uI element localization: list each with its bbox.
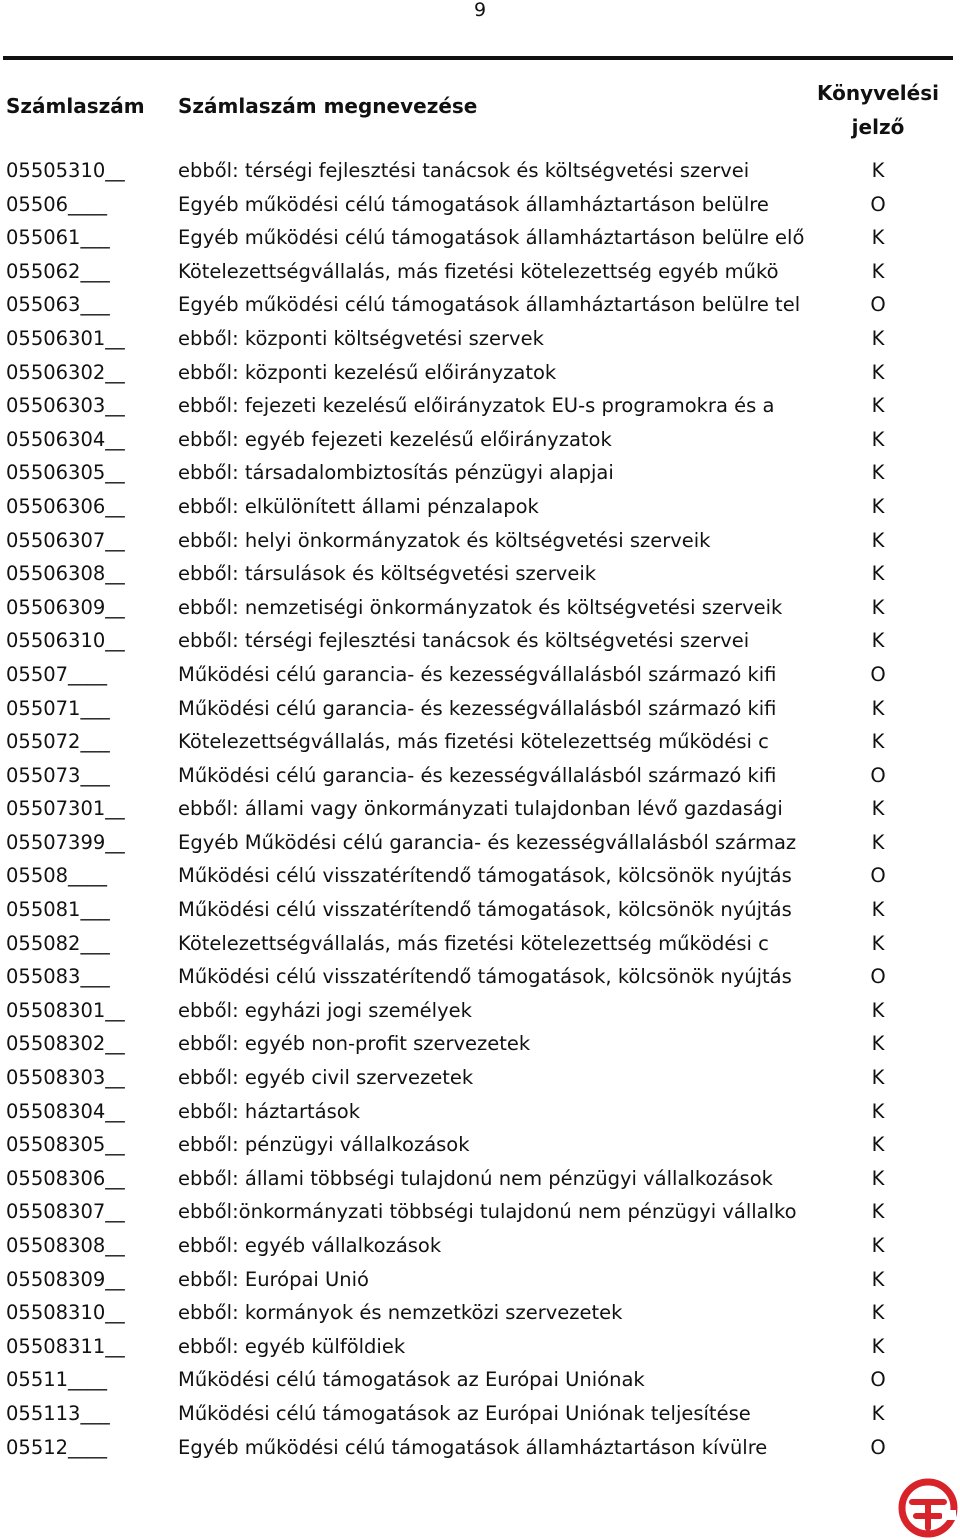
account-name: ebből: állami vagy önkormányzati tulajdonban lévő gazdasági: [178, 797, 783, 821]
account-name: ebből: egyéb non-profit szervezetek: [178, 1032, 531, 1056]
account-code: 05506____: [6, 192, 108, 216]
table-row: [0, 1027, 960, 1061]
posting-flag: K: [871, 562, 885, 586]
table-row: [0, 255, 960, 289]
account-name: ebből: egyéb civil szervezetek: [178, 1066, 474, 1090]
table-row: [0, 524, 960, 558]
account-code: 055063___: [6, 293, 110, 317]
posting-flag: K: [871, 730, 885, 754]
table-row: [0, 893, 960, 927]
header-rule: [3, 56, 953, 60]
account-code: 055083___: [6, 965, 110, 989]
table-row: [0, 1397, 960, 1431]
account-name: Egyéb működési célú támogatások államháztartáson belülre tel: [178, 293, 801, 317]
table-row: [0, 1095, 960, 1129]
account-name: ebből: társulások és költségvetési szerveik: [178, 562, 597, 586]
table-row: [0, 927, 960, 961]
table-row: [0, 1330, 960, 1364]
account-code: 05507399__: [6, 830, 125, 854]
account-name: ebből: egyéb vállalkozások: [178, 1234, 442, 1257]
account-code: 05508301__: [6, 998, 125, 1022]
table-row: [0, 389, 960, 423]
account-name: ebből: elkülönített állami pénzalapok: [178, 494, 539, 518]
account-code: 055072___: [6, 730, 110, 754]
account-name: ebből: központi költségvetési szervek: [178, 326, 544, 350]
table-row: [0, 221, 960, 255]
column-header-flag-line1: Könyvelési: [817, 81, 939, 105]
account-name: ebből: kormányok és nemzetközi szervezetek: [178, 1301, 623, 1325]
account-name: Egyéb működési célú támogatások államháztartáson belülre: [178, 192, 769, 216]
account-code: 05506303__: [6, 394, 125, 418]
table-row: [0, 1128, 960, 1162]
posting-flag: K: [871, 1032, 885, 1056]
table-header: [0, 74, 960, 144]
table-row: [0, 624, 960, 658]
posting-flag: K: [871, 931, 885, 955]
account-code: 05508309__: [6, 1267, 125, 1291]
account-code: 05512____: [6, 1435, 108, 1459]
table-row: [0, 859, 960, 893]
table-row: [0, 792, 960, 826]
account-name: Működési célú garancia- és kezességvállalásból származó kifi: [178, 662, 777, 686]
posting-flag: K: [871, 1334, 885, 1358]
account-code: 055073___: [6, 763, 110, 787]
account-name: Kötelezettségvállalás, más fizetési kötelezettség egyéb műkö: [178, 259, 779, 283]
account-code: 05508306__: [6, 1166, 125, 1190]
posting-flag: K: [871, 797, 885, 821]
posting-flag: O: [870, 1435, 886, 1459]
posting-flag: K: [871, 494, 885, 518]
account-name: Működési célú támogatások az Európai Uniónak: [178, 1368, 645, 1392]
table-row: [0, 490, 960, 524]
account-code: 05508310__: [6, 1301, 125, 1325]
account-code: 05508307__: [6, 1200, 125, 1224]
account-code: 05505310__: [6, 159, 125, 182]
posting-flag: O: [870, 1368, 886, 1392]
account-name: ebből: központi kezelésű előirányzatok: [178, 360, 557, 384]
account-name: Működési célú visszatérítendő támogatások, kölcsönök nyújtás: [178, 864, 792, 888]
account-name: ebből: helyi önkormányzatok és költségvetési szerveik: [178, 528, 711, 552]
table-row: [0, 1363, 960, 1397]
account-code: 05508304__: [6, 1099, 125, 1123]
account-code: 05506309__: [6, 595, 125, 619]
posting-flag: K: [871, 394, 885, 418]
posting-flag: O: [870, 192, 886, 216]
account-code: 05508305__: [6, 1133, 125, 1157]
account-code: 055071___: [6, 696, 110, 720]
account-name: Egyéb Működési célú garancia- és kezességvállalásból származ: [178, 830, 797, 854]
posting-flag: K: [871, 629, 885, 653]
account-code: 05506307__: [6, 528, 125, 552]
posting-flag: K: [871, 1133, 885, 1157]
account-code: 05506304__: [6, 427, 125, 451]
table-row: [0, 1229, 960, 1263]
posting-flag: K: [871, 360, 885, 384]
account-name: Egyéb működési célú támogatások államháztartáson kívülre: [178, 1435, 768, 1459]
brand-logo-icon: [898, 1478, 958, 1538]
table-row: [0, 1061, 960, 1095]
account-name: ebből: egyéb fejezeti kezelésű előirányzatok: [178, 427, 612, 451]
table-row: [0, 1162, 960, 1196]
posting-flag: K: [871, 998, 885, 1022]
column-header-flag-line2: jelző: [851, 115, 905, 139]
posting-flag: K: [871, 1166, 885, 1190]
table-row: [0, 591, 960, 625]
account-table-body: [0, 154, 960, 1464]
posting-flag: K: [871, 1200, 885, 1224]
account-code: 05506308__: [6, 562, 125, 586]
account-code: 055113___: [6, 1401, 110, 1425]
posting-flag: O: [870, 293, 886, 317]
table-row: [0, 658, 960, 692]
account-code: 05506301__: [6, 326, 125, 350]
table-row: [0, 557, 960, 591]
posting-flag: K: [871, 461, 885, 485]
account-code: 05508308__: [6, 1234, 125, 1257]
account-name: Kötelezettségvállalás, más fizetési kötelezettség működési c: [178, 730, 769, 754]
table-row: [0, 423, 960, 457]
account-code: 05506310__: [6, 629, 125, 653]
posting-flag: K: [871, 595, 885, 619]
table-row: [0, 1431, 960, 1465]
account-code: 055062___: [6, 259, 110, 283]
posting-flag: K: [871, 830, 885, 854]
table-row: [0, 1296, 960, 1330]
table-row: [0, 759, 960, 793]
table-row: [0, 1263, 960, 1297]
account-name: ebből: térségi fejlesztési tanácsok és költségvetési szervei: [178, 159, 750, 182]
posting-flag: K: [871, 226, 885, 250]
table-row: [0, 322, 960, 356]
account-code: 05508302__: [6, 1032, 125, 1056]
account-name: Működési célú garancia- és kezességvállalásból származó kifi: [178, 763, 777, 787]
posting-flag: O: [870, 864, 886, 888]
table-row: [0, 356, 960, 390]
account-code: 05507____: [6, 662, 108, 686]
column-header-flag: [808, 76, 948, 144]
account-code: 05508303__: [6, 1066, 125, 1090]
posting-flag: K: [871, 898, 885, 922]
table-row: [0, 1195, 960, 1229]
table-row: [0, 692, 960, 726]
account-code: 05506305__: [6, 461, 125, 485]
account-code: 05511____: [6, 1368, 108, 1392]
posting-flag: K: [871, 1066, 885, 1090]
account-name: ebből: társadalombiztosítás pénzügyi alapjai: [178, 461, 614, 485]
table-row: [0, 826, 960, 860]
table-row: [0, 994, 960, 1028]
account-code: 055061___: [6, 226, 110, 250]
account-name: ebből: pénzügyi vállalkozások: [178, 1133, 470, 1157]
column-header-name: Számlaszám megnevezése: [178, 94, 478, 118]
account-name: ebből: fejezeti kezelésű előirányzatok EU-s programokra és a: [178, 394, 775, 418]
account-name: ebből: egyházi jogi személyek: [178, 998, 472, 1022]
account-name: Működési célú visszatérítendő támogatások, kölcsönök nyújtás: [178, 898, 792, 922]
posting-flag: K: [871, 528, 885, 552]
account-name: Egyéb működési célú támogatások államháztartáson belülre elő: [178, 226, 805, 250]
table-row: [0, 725, 960, 759]
account-name: Kötelezettségvállalás, más fizetési kötelezettség működési c: [178, 931, 769, 955]
account-name: Működési célú támogatások az Európai Uniónak teljesítése: [178, 1401, 751, 1425]
table-row: [0, 154, 960, 188]
table-row: [0, 188, 960, 222]
posting-flag: K: [871, 1301, 885, 1325]
account-name: Működési célú garancia- és kezességvállalásból származó kifi: [178, 696, 777, 720]
posting-flag: K: [871, 326, 885, 350]
table-row: [0, 960, 960, 994]
table-row: [0, 456, 960, 490]
posting-flag: K: [871, 427, 885, 451]
table-row: [0, 288, 960, 322]
account-name: Működési célú visszatérítendő támogatások, kölcsönök nyújtás: [178, 965, 792, 989]
account-name: ebből: egyéb külföldiek: [178, 1334, 406, 1358]
posting-flag: O: [870, 662, 886, 686]
account-name: ebből: háztartások: [178, 1099, 361, 1123]
account-name: ebből: térségi fejlesztési tanácsok és költségvetési szervei: [178, 629, 750, 653]
page-number: 9: [473, 0, 487, 21]
account-name: ebből: nemzetiségi önkormányzatok és költségvetési szerveik: [178, 595, 783, 619]
posting-flag: K: [871, 1401, 885, 1425]
account-name: ebből:önkormányzati többségi tulajdonú nem pénzügyi vállalko: [178, 1200, 797, 1224]
posting-flag: K: [871, 1267, 885, 1291]
posting-flag: K: [871, 1099, 885, 1123]
posting-flag: O: [870, 763, 886, 787]
account-name: ebből: Európai Unió: [178, 1267, 369, 1291]
posting-flag: K: [871, 1234, 885, 1257]
account-code: 05506302__: [6, 360, 125, 384]
account-name: ebből: állami többségi tulajdonú nem pénzügyi vállalkozások: [178, 1166, 773, 1190]
account-code: 05508311__: [6, 1334, 125, 1358]
account-code: 05508____: [6, 864, 108, 888]
account-code: 055082___: [6, 931, 110, 955]
posting-flag: O: [870, 965, 886, 989]
posting-flag: K: [871, 159, 885, 182]
column-header-code: Számlaszám: [6, 94, 145, 118]
account-code: 055081___: [6, 898, 110, 922]
account-code: 05506306__: [6, 494, 125, 518]
posting-flag: K: [871, 259, 885, 283]
posting-flag: K: [871, 696, 885, 720]
account-code: 05507301__: [6, 797, 125, 821]
